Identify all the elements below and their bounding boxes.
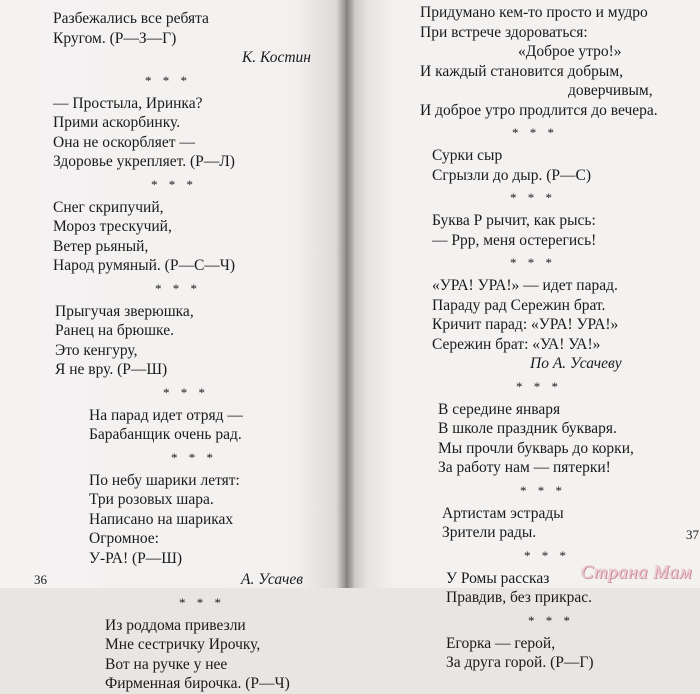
separator: * * * [528, 612, 574, 628]
poem [420, 3, 682, 120]
poem-line: За друга горой. (Р—Г) [446, 654, 594, 671]
poem-line: По небу шарики летят: [89, 471, 240, 489]
separator: * * * [512, 125, 558, 140]
poem [432, 211, 682, 250]
separator: * * * [510, 190, 556, 205]
poem [442, 504, 682, 543]
separator: * * * [524, 547, 570, 563]
poem-line: Сурки сыр [432, 147, 503, 164]
poem-line: Народ румяный. (Р—С—Ч) [53, 257, 236, 274]
poem-line: На парад идет отряд — [89, 406, 243, 424]
poem-line: Прими аскорбинку. [53, 114, 181, 131]
poem-line: В школе праздник букваря. [438, 420, 617, 437]
poem-line: Вот на ручке у нее [105, 655, 228, 673]
poem-line: Зрители рады. [442, 524, 537, 541]
separator: * * * [510, 255, 556, 270]
poem-line: — Простыла, Иринка? [53, 94, 203, 112]
poem-line: Она не оскорбляет — [53, 133, 195, 151]
page-number: 36 [34, 572, 47, 587]
poem-line: Ветер рьяный, [53, 237, 149, 255]
watermark-logo: Страна Мам [580, 562, 692, 583]
poem-line: Огромное: [89, 530, 159, 547]
poem-line: За работу нам — пятерки! [438, 459, 611, 476]
poem-line: И каждый становится добрым, [420, 62, 624, 80]
poem-line: Мне сестричку Ирочку, [105, 636, 261, 653]
poem-line: Это кенгуру, [55, 341, 138, 359]
poem-line: Три розовых шара. [89, 491, 214, 508]
poem-line: У Ромы рассказ [446, 569, 550, 587]
poem-line: Мороз трескучий, [53, 218, 172, 235]
poem [53, 198, 323, 276]
page-number: 37 [686, 527, 699, 542]
poem-line: Барабанщик очень рад. [89, 426, 242, 443]
poem-line: Я не вру. (Р—Ш) [55, 361, 168, 378]
poem-author: По А. Усачеву [530, 355, 622, 372]
poem-line: У-РА! (Р—Ш) [89, 549, 183, 567]
poem-line: Ранец на брюшке. [55, 322, 174, 339]
left-column [53, 9, 323, 694]
poem-line: «Доброе утро!» [518, 43, 622, 60]
poem [53, 9, 323, 68]
poem-line: При встрече здороваться: [420, 23, 588, 41]
poem-line: Правдив, без прикрас. [446, 589, 593, 606]
poem [53, 94, 323, 172]
poem-line: Прыгучая зверюшка, [55, 302, 194, 320]
poem-line: Сгрызли до дыр. (Р—С) [432, 166, 591, 184]
poem-line: Артистам эстрады [442, 504, 564, 522]
poem [89, 471, 323, 590]
poem-author: А. Усачев [241, 571, 303, 588]
poem-line: Кругом. (Р—З—Г) [53, 29, 177, 47]
separator: * * * [155, 280, 201, 296]
poem [446, 634, 682, 673]
poem [105, 616, 323, 694]
separator: * * * [520, 482, 566, 498]
poem [55, 302, 323, 380]
poem-line: Кричит парад: «УРА! УРА!» [432, 316, 619, 333]
separator: * * * [179, 594, 225, 610]
poem-line: «УРА! УРА!» — идет парад. [432, 277, 618, 294]
separator: * * * [516, 378, 562, 394]
poem-line: Из роддома привезли [105, 616, 246, 634]
separator: * * * [163, 384, 209, 400]
poem-line: Разбежались все ребята [53, 10, 209, 27]
poem [438, 400, 682, 478]
poem-line: Параду рад Сережин брат. [432, 296, 606, 314]
poem-line: Мы прочли букварь до корки, [438, 439, 634, 457]
poem-line: Здоровье укрепляет. (Р—Л) [53, 153, 235, 170]
poem-line: Написано на шариках [89, 510, 234, 528]
separator: * * * [145, 72, 191, 88]
poem [89, 406, 323, 445]
book-spine [336, 0, 354, 588]
poem-line: Егорка — герой, [446, 634, 556, 652]
poem-line: — Ррр, меня остерегись! [432, 231, 597, 249]
poem-line: В середине января [438, 400, 561, 418]
poem-line: доверчивым, [568, 82, 653, 99]
poem [432, 146, 682, 185]
poem-line: И доброе утро продлится до вечера. [420, 101, 658, 119]
poem-line: Снег скрипучий, [53, 198, 164, 216]
poem-author: К. Костин [241, 49, 311, 66]
poem-line: Придумано кем-то просто и мудро [420, 4, 648, 21]
poem-line: Сережин брат: «УА! УА!» [432, 335, 601, 353]
poem [432, 276, 682, 374]
separator: * * * [171, 449, 217, 465]
separator: * * * [151, 176, 197, 192]
poem-line: Буква Р рычит, как рысь: [432, 212, 596, 229]
poem-line: Фирменная бирочка. (Р—Ч) [105, 675, 290, 692]
